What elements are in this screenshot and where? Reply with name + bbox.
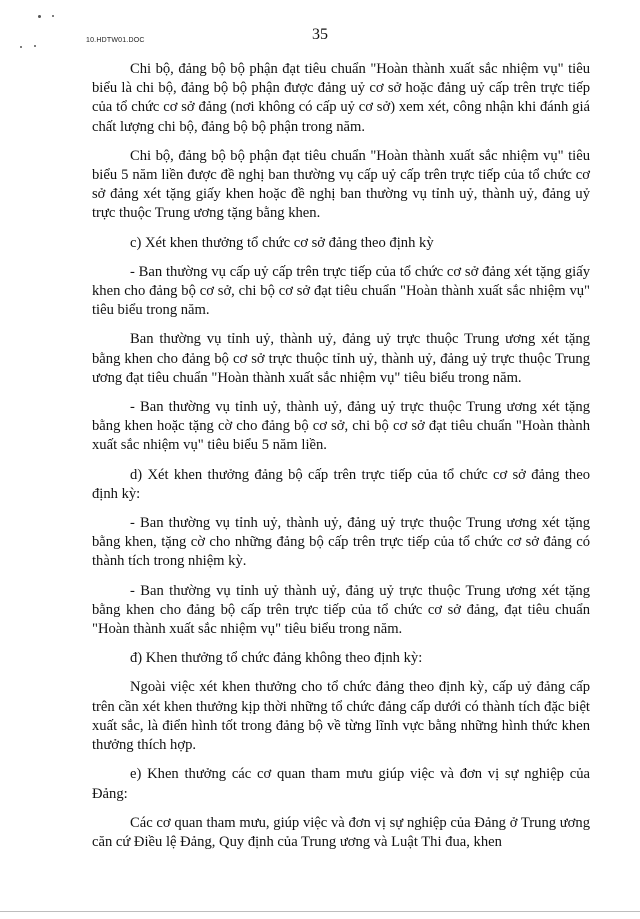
- paragraph-9: Các cơ quan tham mưu, giúp việc và đơn vị sự nghiệp của Đảng ở Trung ương căn cứ Điều lệ Đảng, Quy định của Trung ương và Luật Thi đua, khen: [92, 814, 590, 850]
- paragraph-8: Ngoài việc xét khen thưởng cho tổ chức đảng theo định kỳ, cấp uỷ đảng cấp trên cần xét khen thưởng kịp thời những tổ chức đảng cấp dưới có thành tích đặc biệt xuất sắc, là điển hình tốt trong đảng bộ về từng lĩnh vực bằng những hình thức khen thưởng thích hợp.: [92, 679, 590, 754]
- page-number: 35: [312, 26, 328, 43]
- section-d-heading: d) Xét khen thưởng đảng bộ cấp trên trực tiếp của tổ chức cơ sở đảng theo định kỳ:: [92, 466, 590, 502]
- document-body: [92, 60, 590, 862]
- paragraph-1: Chi bộ, đảng bộ bộ phận đạt tiêu chuẩn "Hoàn thành xuất sắc nhiệm vụ" tiêu biểu là chi bộ, đảng bộ bộ phận được đảng uỷ cơ sở hoặc đảng uỷ cấp trên trực tiếp của tổ chức cơ sở đảng (nơi không có cấp uỷ cơ sở) xem xét, công nhận khi đánh giá chất lượng chi bộ, đảng bộ bộ phận trong năm.: [92, 61, 590, 135]
- section-dd-heading: đ) Khen thưởng tổ chức đảng không theo định kỳ:: [130, 650, 423, 667]
- paragraph-3: - Ban thường vụ cấp uỷ cấp trên trực tiếp của tổ chức cơ sở đảng xét tặng giấy khen cho đảng bộ cơ sở, chi bộ cơ sở đạt tiêu chuẩn "Hoàn thành xuất sắc nhiệm vụ" tiêu biểu trong năm.: [92, 263, 590, 319]
- section-e-heading: e) Khen thưởng các cơ quan tham mưu giúp việc và đơn vị sự nghiệp của Đảng:: [92, 766, 590, 802]
- paragraph-5: - Ban thường vụ tỉnh uỷ, thành uỷ, đảng uỷ trực thuộc Trung ương xét tặng bằng khen hoặc tặng cờ cho đảng bộ cơ sở, chi bộ cơ sở đạt tiêu chuẩn "Hoàn thành xuất sắc nhiệm vụ" tiêu biểu 5 năm liền.: [92, 399, 590, 454]
- document-file-name: 10.HDTW01.DOC: [86, 37, 145, 44]
- scan-speck-2: [52, 15, 54, 17]
- paragraph-7: - Ban thường vụ tỉnh uỷ thành uỷ, đảng uỷ trực thuộc Trung ương xét tặng bằng khen cho đảng bộ cấp trên trực tiếp của tổ chức cơ sở đảng, đạt tiêu chuẩn "Hoàn thành xuất sắc nhiệm vụ" tiêu biểu trong năm.: [92, 582, 590, 638]
- paragraph-6: - Ban thường vụ tỉnh uỷ, thành uỷ, đảng uỷ trực thuộc Trung ương xét tặng bằng khen, tặng cờ cho những đảng bộ cấp trên trực tiếp của tổ chức cơ sở đảng có thành tích trong nhiệm kỳ.: [92, 515, 590, 570]
- section-c-heading: c) Xét khen thưởng tổ chức cơ sở đảng theo định kỳ: [130, 234, 434, 251]
- scan-speck-3: [20, 46, 22, 48]
- scan-speck-4: [34, 45, 36, 47]
- scan-speck-1: [38, 15, 41, 18]
- scan-bottom-edge: [0, 911, 640, 912]
- paragraph-4: Ban thường vụ tỉnh uỷ, thành uỷ, đảng uỷ trực thuộc Trung ương xét tặng bằng khen cho đảng bộ cơ sở trực thuộc tỉnh uỷ, thành uỷ, đảng uỷ trực thuộc Trung ương đạt tiêu chuẩn "Hoàn thành xuất sắc nhiệm vụ" tiêu biểu trong năm.: [92, 331, 590, 386]
- paragraph-2: Chi bộ, đảng bộ bộ phận đạt tiêu chuẩn "Hoàn thành xuất sắc nhiệm vụ" tiêu biểu 5 năm liền được đề nghị ban thường vụ cấp uỷ cấp trên trực tiếp của tổ chức cơ sở đảng xét tặng giấy khen hoặc đề nghị ban thường vụ tỉnh uỷ, thành uỷ, đảng uỷ trực thuộc Trung ương tặng bằng khen.: [92, 147, 590, 222]
